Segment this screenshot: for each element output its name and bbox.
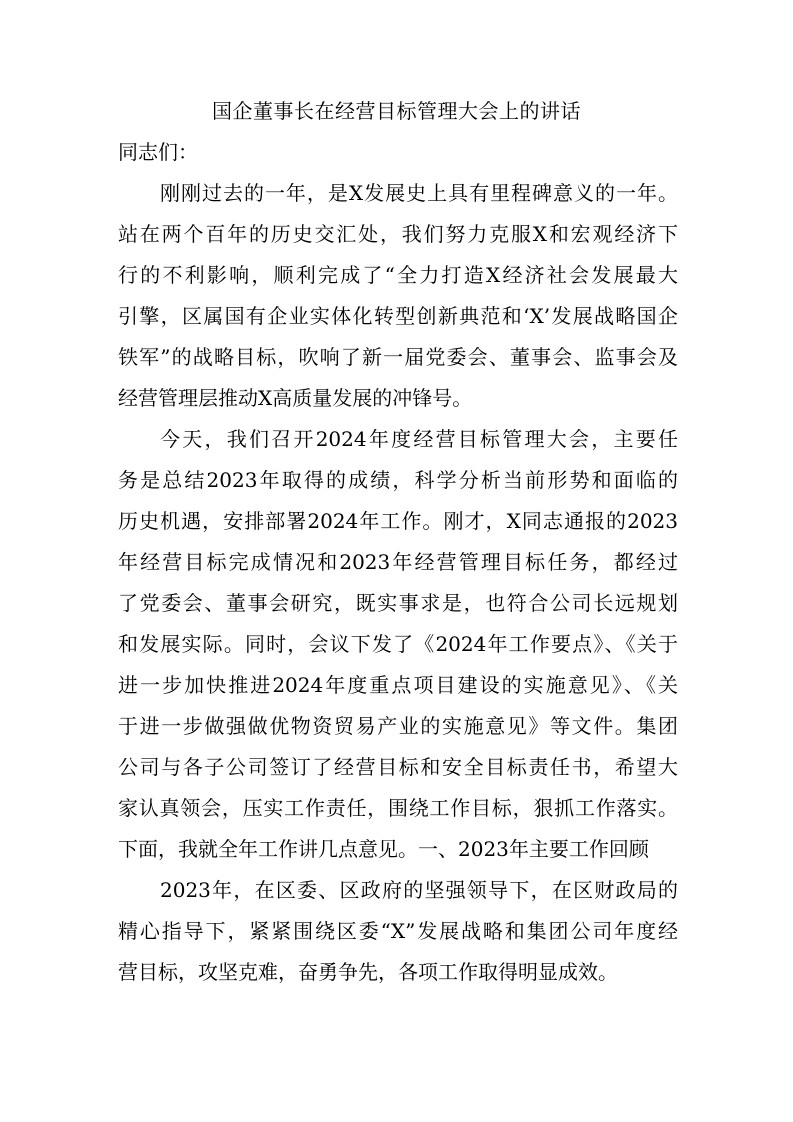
paragraph-line: 铁军”的战略目标，吹响了新一届党委会、董事会、监事会及: [118, 345, 678, 369]
paragraph-line: 进一步加快推进2024年度重点项目建设的实施意见》、《关: [118, 673, 678, 697]
paragraph-line: 2023年，在区委、区政府的坚强领导下，在区财政局的: [160, 878, 678, 902]
paragraph-line: 公司与各子公司签订了经营目标和安全目标责任书，希望大: [118, 755, 678, 779]
paragraph-line: 家认真领会，压实工作责任，围绕工作目标，狠抓工作落实。: [118, 796, 678, 820]
salutation: 同志们：: [118, 140, 198, 164]
paragraph-line: 和发展实际。同时，会议下发了《2024年工作要点》、《关于: [118, 632, 678, 656]
paragraph-line: 务是总结2023年取得的成绩，科学分析当前形势和面临的: [118, 468, 678, 492]
paragraph-line: 历史机遇，安排部署2024年工作。刚才，X同志通报的2023: [118, 509, 678, 533]
paragraph-line: 了党委会、董事会研究，既实事求是，也符合公司长远规划: [118, 591, 678, 615]
paragraph-line: 站在两个百年的历史交汇处，我们努力克服X和宏观经济下: [118, 222, 678, 246]
paragraph-line: 刚刚过去的一年，是X发展史上具有里程碑意义的一年。: [160, 181, 678, 205]
paragraph-line: 行的不利影响，顺利完成了“全力打造X经济社会发展最大: [118, 263, 678, 287]
paragraph-line: 经营管理层推动X高质量发展的冲锋号。: [118, 386, 473, 410]
paragraph-line: 年经营目标完成情况和2023年经营管理目标任务，都经过: [118, 550, 678, 574]
paragraph-line: 营目标，攻坚克难，奋勇争先，各项工作取得明显成效。: [118, 960, 618, 984]
paragraph-line: 今天，我们召开2024年度经营目标管理大会，主要任: [160, 427, 678, 451]
paragraph-line: 下面，我就全年工作讲几点意见。一、2023年主要工作回顾: [118, 837, 649, 861]
paragraph-line: 精心指导下，紧紧围绕区委“X”发展战略和集团公司年度经: [118, 919, 678, 943]
document-title: 国企董事长在经营目标管理大会上的讲话: [212, 99, 581, 123]
paragraph-line: 引擎，区属国有企业实体化转型创新典范和‘X’发展战略国企: [118, 304, 678, 328]
paragraph-line: 于进一步做强做优物资贸易产业的实施意见》等文件。集团: [118, 714, 678, 738]
